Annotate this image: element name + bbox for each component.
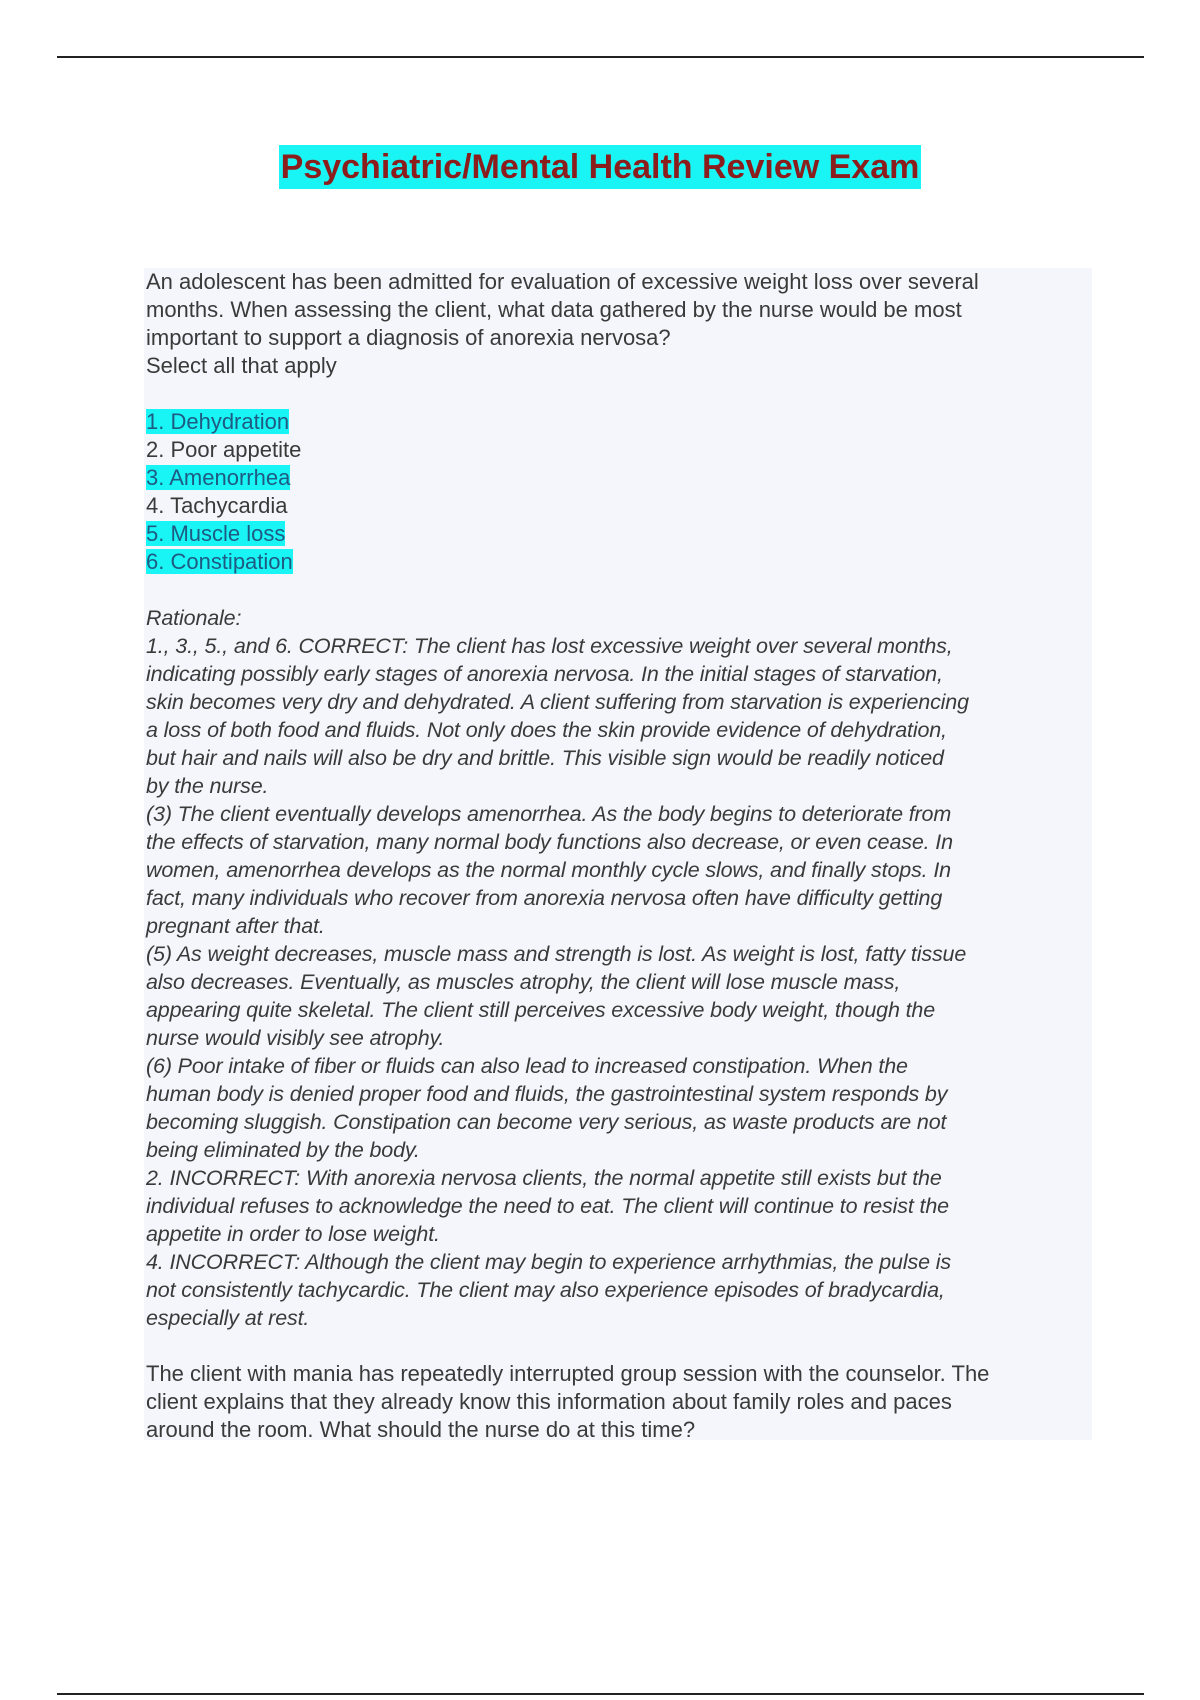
question-stem-line: months. When assessing the client, what data gathered by the nurse would be most: [146, 297, 962, 322]
answer-option: 2. Poor appetite: [146, 437, 302, 462]
spacer: [146, 576, 1096, 604]
top-rule: [57, 56, 1144, 58]
answer-option-correct: 1. Dehydration: [146, 409, 290, 434]
rationale-line: nurse would visibly see atrophy.: [146, 1026, 445, 1050]
rationale-line: by the nurse.: [146, 774, 269, 798]
rationale-line: appetite in order to lose weight.: [146, 1222, 440, 1246]
question-instruction: Select all that apply: [146, 353, 337, 378]
answer-option-correct: 6. Constipation: [146, 549, 293, 574]
rationale: [146, 604, 1096, 1332]
rationale-heading: Rationale:: [146, 606, 242, 630]
page-title: Psychiatric/Mental Health Review Exam: [279, 145, 922, 189]
title-block: [0, 145, 1200, 189]
rationale-line: (6) Poor intake of fiber or fluids can also lead to increased constipation. When the: [146, 1054, 908, 1078]
question-stem-line: client explains that they already know this information about family roles and paces: [146, 1389, 952, 1414]
question-stem-line: The client with mania has repeatedly interrupted group session with the counselor. The: [146, 1361, 990, 1386]
rationale-line: being eliminated by the body.: [146, 1138, 420, 1162]
question-1: [146, 268, 1096, 1332]
rationale-line: not consistently tachycardic. The client may also experience episodes of bradycardia,: [146, 1278, 945, 1302]
question-stem-line: An adolescent has been admitted for evaluation of excessive weight loss over several: [146, 269, 979, 294]
rationale-line: 1., 3., 5., and 6. CORRECT: The client has lost excessive weight over several months,: [146, 634, 953, 658]
question-stem-line: important to support a diagnosis of anorexia nervosa?: [146, 325, 671, 350]
answer-option-correct: 5. Muscle loss: [146, 521, 286, 546]
rationale-line: but hair and nails will also be dry and brittle. This visible sign would be readily noticed: [146, 746, 944, 770]
rationale-line: (5) As weight decreases, muscle mass and strength is lost. As weight is lost, fatty tissue: [146, 942, 967, 966]
rationale-line: also decreases. Eventually, as muscles atrophy, the client will lose muscle mass,: [146, 970, 901, 994]
answer-option-correct: 3. Amenorrhea: [146, 465, 291, 490]
rationale-line: pregnant after that.: [146, 914, 325, 938]
rationale-line: skin becomes very dry and dehydrated. A client suffering from starvation is experiencing: [146, 690, 969, 714]
question-stem-line: around the room. What should the nurse do at this time?: [146, 1417, 696, 1442]
rationale-line: women, amenorrhea develops as the normal monthly cycle slows, and finally stops. In: [146, 858, 951, 882]
rationale-line: (3) The client eventually develops amenorrhea. As the body begins to deteriorate from: [146, 802, 952, 826]
rationale-line: a loss of both food and fluids. Not only does the skin provide evidence of dehydration,: [146, 718, 947, 742]
rationale-line: especially at rest.: [146, 1306, 310, 1330]
document-body: [146, 268, 1096, 1444]
question-2: [146, 1360, 1096, 1444]
rationale-line: 2. INCORRECT: With anorexia nervosa clients, the normal appetite still exists but the: [146, 1166, 942, 1190]
rationale-line: 4. INCORRECT: Although the client may begin to experience arrhythmias, the pulse is: [146, 1250, 951, 1274]
rationale-line: indicating possibly early stages of anorexia nervosa. In the initial stages of starvation,: [146, 662, 943, 686]
rationale-line: fact, many individuals who recover from anorexia nervosa often have difficulty getting: [146, 886, 943, 910]
rationale-line: becoming sluggish. Constipation can become very serious, as waste products are not: [146, 1110, 947, 1134]
answer-option: 4. Tachycardia: [146, 493, 288, 518]
bottom-rule: [57, 1693, 1144, 1695]
rationale-line: appearing quite skeletal. The client still perceives excessive body weight, though the: [146, 998, 936, 1022]
spacer: [146, 1332, 1096, 1360]
spacer: [146, 380, 1096, 408]
rationale-line: individual refuses to acknowledge the need to eat. The client will continue to resist the: [146, 1194, 949, 1218]
rationale-line: the effects of starvation, many normal body functions also decrease, or even cease. In: [146, 830, 953, 854]
rationale-line: human body is denied proper food and fluids, the gastrointestinal system responds by: [146, 1082, 948, 1106]
answer-options: [146, 408, 1096, 576]
